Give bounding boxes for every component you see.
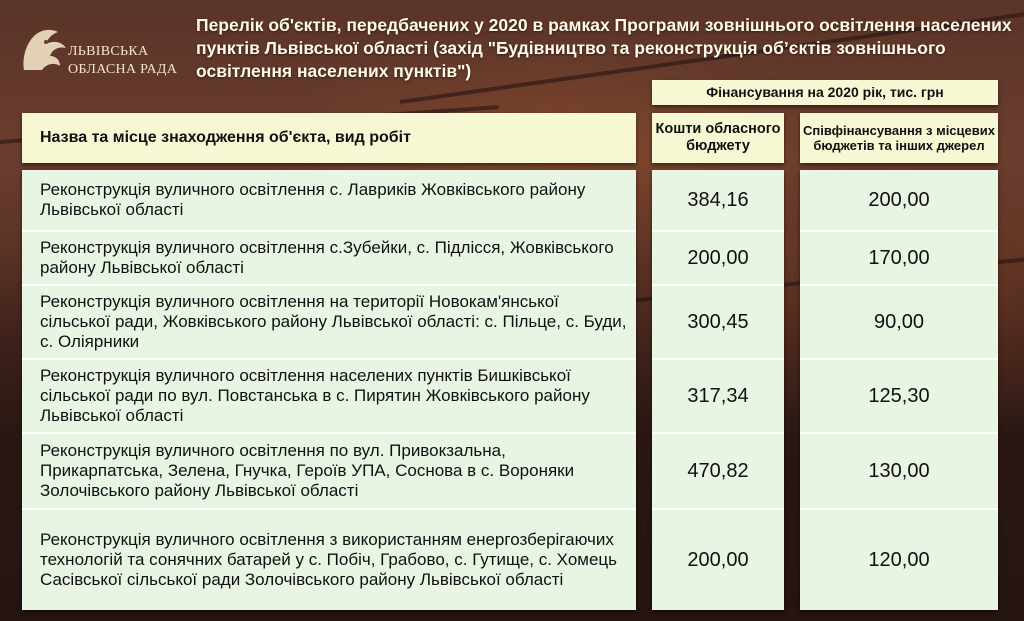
table-row	[22, 360, 636, 434]
column-header-cofinancing: Співфінансування з місцевих бюджетів та інших джерел	[800, 113, 998, 163]
table-row	[22, 170, 636, 232]
row-name: Реконструкція вуличного освітлення с.Зубейки, с. Підлісся, Жовківського району Львівської області	[40, 238, 614, 277]
regional-cell: 384,16	[652, 170, 784, 232]
cofinancing-cell: 170,00	[800, 232, 998, 286]
cofinancing-cell: 90,00	[800, 286, 998, 360]
row-name: Реконструкція вуличного освітлення населених пунктів Бишківської сільської ради по вул. Повстанська в с. Пирятин Жовківського району Львівської області	[40, 366, 590, 425]
regional-cell: 300,45	[652, 286, 784, 360]
logo-text-line1: ЛЬВІВСЬКА	[68, 44, 149, 59]
column-header-name	[22, 113, 636, 163]
regional-column	[652, 170, 784, 610]
regional-cell: 200,00	[652, 232, 784, 286]
cofinancing-cell: 125,30	[800, 360, 998, 434]
logo	[16, 22, 178, 84]
row-name: Реконструкція вуличного освітлення с. Лаврикiв Жовкiвського району Львiвської області	[40, 180, 586, 219]
row-name: Реконструкція вуличного освітлення на території Новокам'янської сільської ради, Жовківського району Львівської області: с. Пільце, с. Буди, с. Оліярники	[40, 292, 627, 351]
table-row	[22, 510, 636, 610]
name-column	[22, 170, 636, 610]
row-name: Реконструкція вуличного освітлення по вул. Привокзальна, Прикарпатська, Зелена, Гнучка, Героїв УПА, Соснова в с. Вороняки Золочівського району Львівської області	[40, 441, 575, 500]
financing-header: Фінансування на 2020 рік, тис. грн	[652, 80, 998, 105]
regional-cell: 470,82	[652, 434, 784, 510]
cofinancing-cell: 120,00	[868, 548, 930, 571]
table-row	[22, 434, 636, 510]
cofinancing-cell: 200,00	[800, 170, 998, 232]
lion-emblem-icon	[16, 22, 70, 78]
column-header-name-label: Назва та місце знаходження об'єкта, вид робіт	[40, 129, 411, 146]
cofinancing-cell: 130,00	[800, 434, 998, 510]
table-row	[22, 232, 636, 286]
regional-cell: 317,34	[652, 360, 784, 434]
row-name: Реконструкція вуличного освітлення з використанням енергозберігаючих технологій та сонячних батарей у с. Побіч, Грабово, с. Гутище, с. Хомець Сасівської сільської ради Золочівського району Львівської області	[40, 530, 618, 589]
regional-cell: 200,00	[687, 548, 749, 571]
column-header-regional: Кошти обласного бюджету	[652, 113, 784, 163]
logo-text-line2: ОБЛАСНА РАДА	[68, 62, 178, 77]
page-title: Перелік об'єктів, передбачених у 2020 в рамках Програми зовнішнього освітлення населених пунктів Львівської області (захід "Будівництво та реконструкція об’єктів зовнішнього освітлення населених пунктів")	[196, 15, 1012, 81]
cofinancing-column	[800, 170, 998, 610]
table-row	[22, 286, 636, 360]
